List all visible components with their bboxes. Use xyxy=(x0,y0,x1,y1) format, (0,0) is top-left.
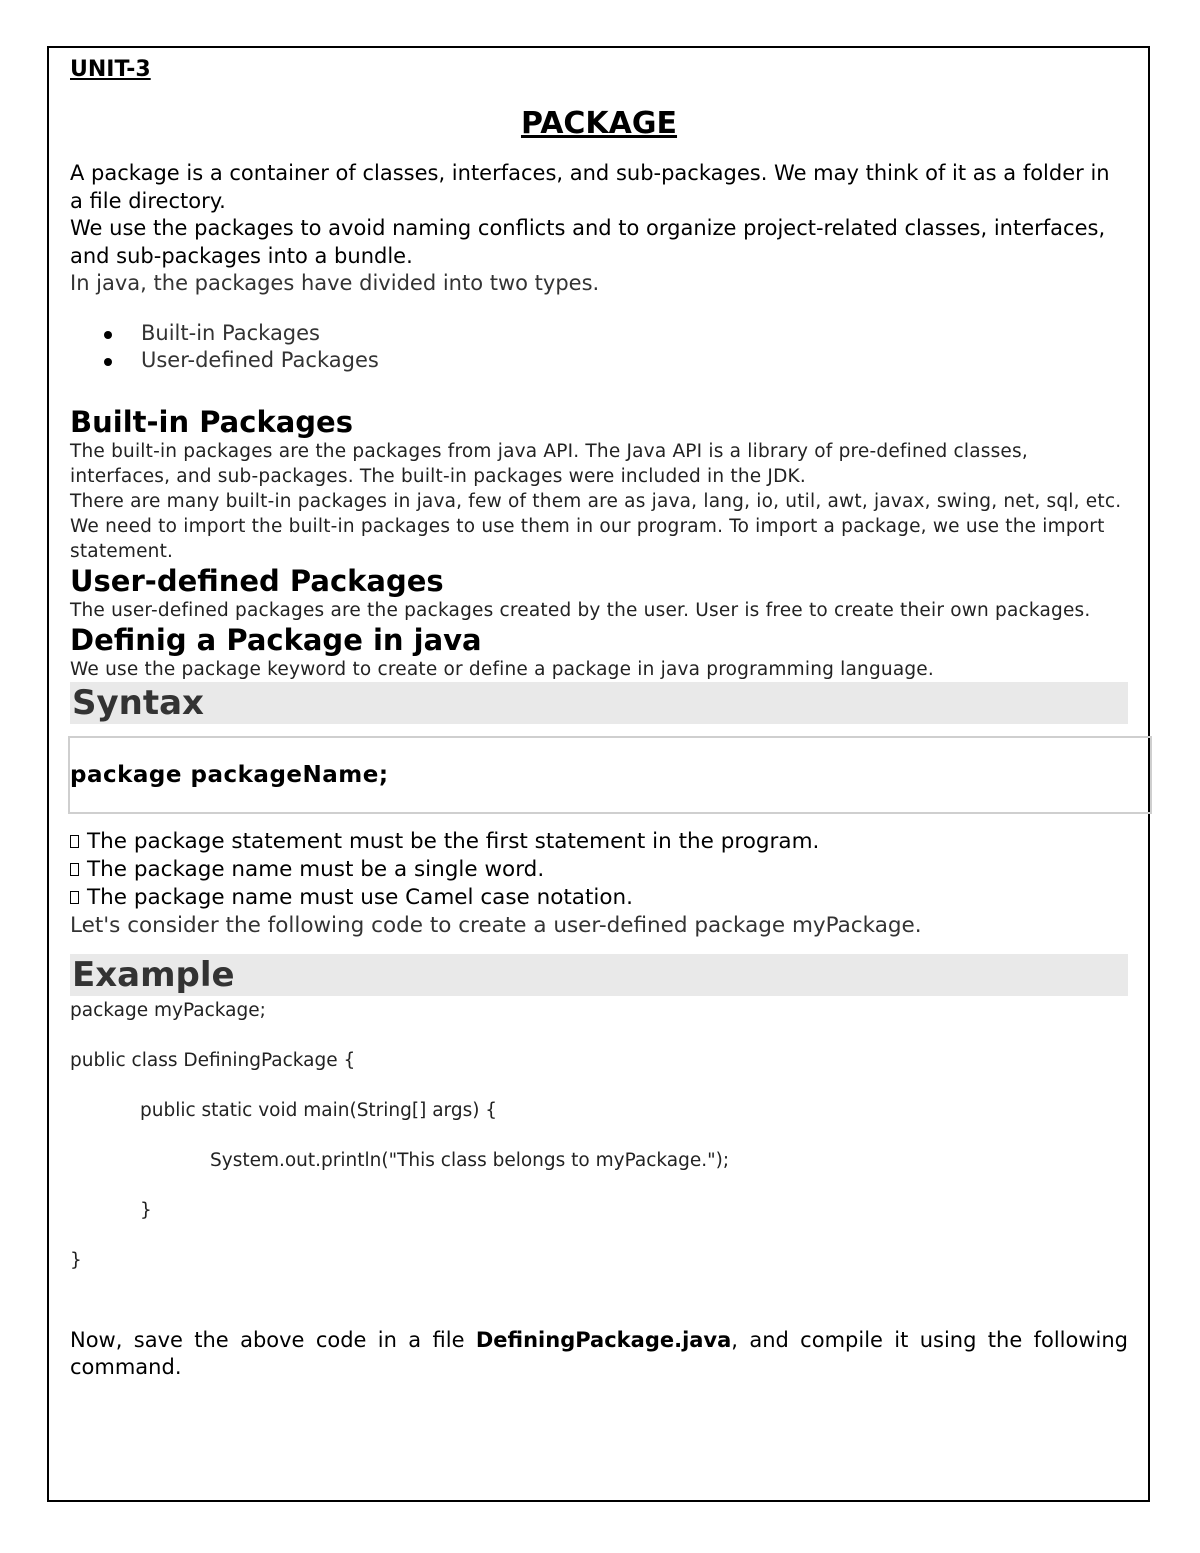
file-name: DefiningPackage.java xyxy=(475,1327,732,1352)
example-heading: Example xyxy=(70,954,1128,996)
code-line: } xyxy=(140,1199,152,1221)
code-line: package myPackage; xyxy=(70,999,266,1021)
page-title: PACKAGE xyxy=(520,106,678,141)
closing-paragraph xyxy=(70,1327,1128,1382)
intro-section xyxy=(70,160,1128,298)
rule-item xyxy=(70,828,1128,856)
list-item-label: Built-in Packages xyxy=(141,320,321,345)
placeholder-glyph-icon xyxy=(70,891,79,904)
bullet-icon xyxy=(104,358,112,366)
syntax-code: package packageName; xyxy=(70,761,389,788)
code-line: public class DefiningPackage { xyxy=(70,1049,356,1071)
intro-paragraph-1: A package is a container of classes, interfaces, and sub-packages. We may think of it as a folder in a file directory. xyxy=(70,161,1110,213)
package-rules xyxy=(70,828,1128,912)
syntax-heading: Syntax xyxy=(70,682,1128,724)
intro-paragraph-3: In java, the packages have divided into two types. xyxy=(70,271,600,295)
userdefined-paragraph: The user-defined packages are the packages created by the user. User is free to create their own packages. xyxy=(70,599,1091,621)
rule-item xyxy=(70,856,1128,884)
list-item xyxy=(104,320,1128,348)
defining-heading: Definig a Package in java xyxy=(70,622,482,657)
rule-text: The package name must be a single word. xyxy=(87,856,545,882)
defining-paragraph: We use the package keyword to create or define a package in java programming language. xyxy=(70,658,934,680)
package-types-list xyxy=(70,320,1128,375)
syntax-box xyxy=(68,736,1152,814)
unit-label: UNIT-3 xyxy=(70,57,151,82)
rule-item xyxy=(70,884,1128,912)
example-code xyxy=(70,998,1128,1273)
intro-paragraph-2: We use the packages to avoid naming conflicts and to organize project-related classes, interfaces, and sub-packages into a bundle. xyxy=(70,216,1106,268)
code-line: System.out.println("This class belongs to myPackage."); xyxy=(210,1149,730,1171)
placeholder-glyph-icon xyxy=(70,835,79,848)
builtin-heading: Built-in Packages xyxy=(70,404,353,439)
closing-text-end: , and compile it using the following command. xyxy=(70,1327,1129,1379)
code-line: public static void main(String[] args) { xyxy=(140,1099,498,1121)
document-content xyxy=(70,56,1128,1382)
closing-text-start: Now, save the above code in a file xyxy=(70,1327,476,1352)
list-item xyxy=(104,347,1128,375)
builtin-paragraph-2: There are many built-in packages in java, few of them are as java, lang, io, util, awt, javax, swing, net, sql, etc. xyxy=(70,490,1122,512)
rule-text: The package name must use Camel case notation. xyxy=(87,884,633,910)
rule-text: The package statement must be the first statement in the program. xyxy=(87,828,820,854)
builtin-paragraph-3: We need to import the built-in packages to use them in our program. To import a package, we use the import statement. xyxy=(70,515,1105,562)
list-item-label: User-defined Packages xyxy=(141,348,379,372)
userdefined-heading: User-defined Packages xyxy=(70,563,444,598)
bullet-icon xyxy=(104,331,112,339)
code-line: } xyxy=(70,1249,82,1271)
builtin-paragraph-1: The built-in packages are the packages from java API. The Java API is a library of pre-defined classes, interfaces, and sub-packages. The built-in packages were included in the JDK. xyxy=(70,440,1028,487)
consider-paragraph: Let's consider the following code to create a user-defined package myPackage. xyxy=(70,912,922,938)
placeholder-glyph-icon xyxy=(70,863,79,876)
